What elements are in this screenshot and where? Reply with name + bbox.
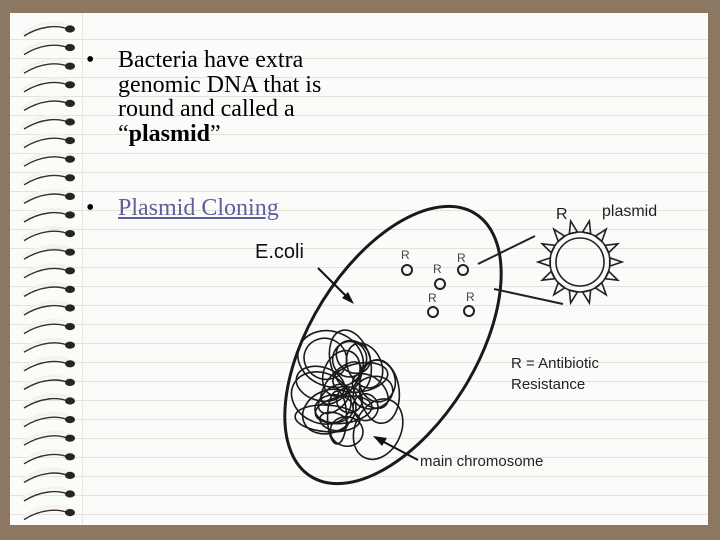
cell-r-label: R [401, 248, 410, 262]
bullet-dot: • [86, 47, 95, 73]
legend-line-1: R = Antibiotic [511, 355, 599, 372]
bullet-text-before: Bacteria have extra genomic DNA that is round and called a “ [118, 47, 322, 147]
cell-r-label: R [466, 290, 475, 304]
cell-r-label: R [433, 262, 442, 276]
ecoli-label: E.coli [255, 241, 304, 263]
bullet-text-bold: plasmid [128, 120, 211, 147]
plasmid-label: plasmid [602, 203, 658, 220]
legend-line-2: Resistance [511, 376, 586, 393]
cell-plasmid [402, 265, 412, 275]
cell-plasmid [458, 265, 468, 275]
cell-r-label: R [428, 291, 437, 305]
zoom-line-upper [478, 236, 535, 264]
cell-r-label: R [457, 251, 466, 265]
cell-plasmid [435, 279, 445, 289]
bullet-dot: • [86, 195, 95, 221]
chromosome-label: main chromosome [420, 453, 544, 470]
cell-plasmid [464, 306, 474, 316]
bullet-text-after: ” [210, 120, 221, 147]
chromosome-arrowhead [373, 436, 387, 446]
cell-plasmid [428, 307, 438, 317]
plasmid-r-label: R [556, 206, 568, 223]
chromosome-tangle [283, 321, 413, 467]
plasmid-cloning-link[interactable]: Plasmid Cloning [118, 195, 279, 221]
plasmid-enlarged [538, 221, 622, 303]
